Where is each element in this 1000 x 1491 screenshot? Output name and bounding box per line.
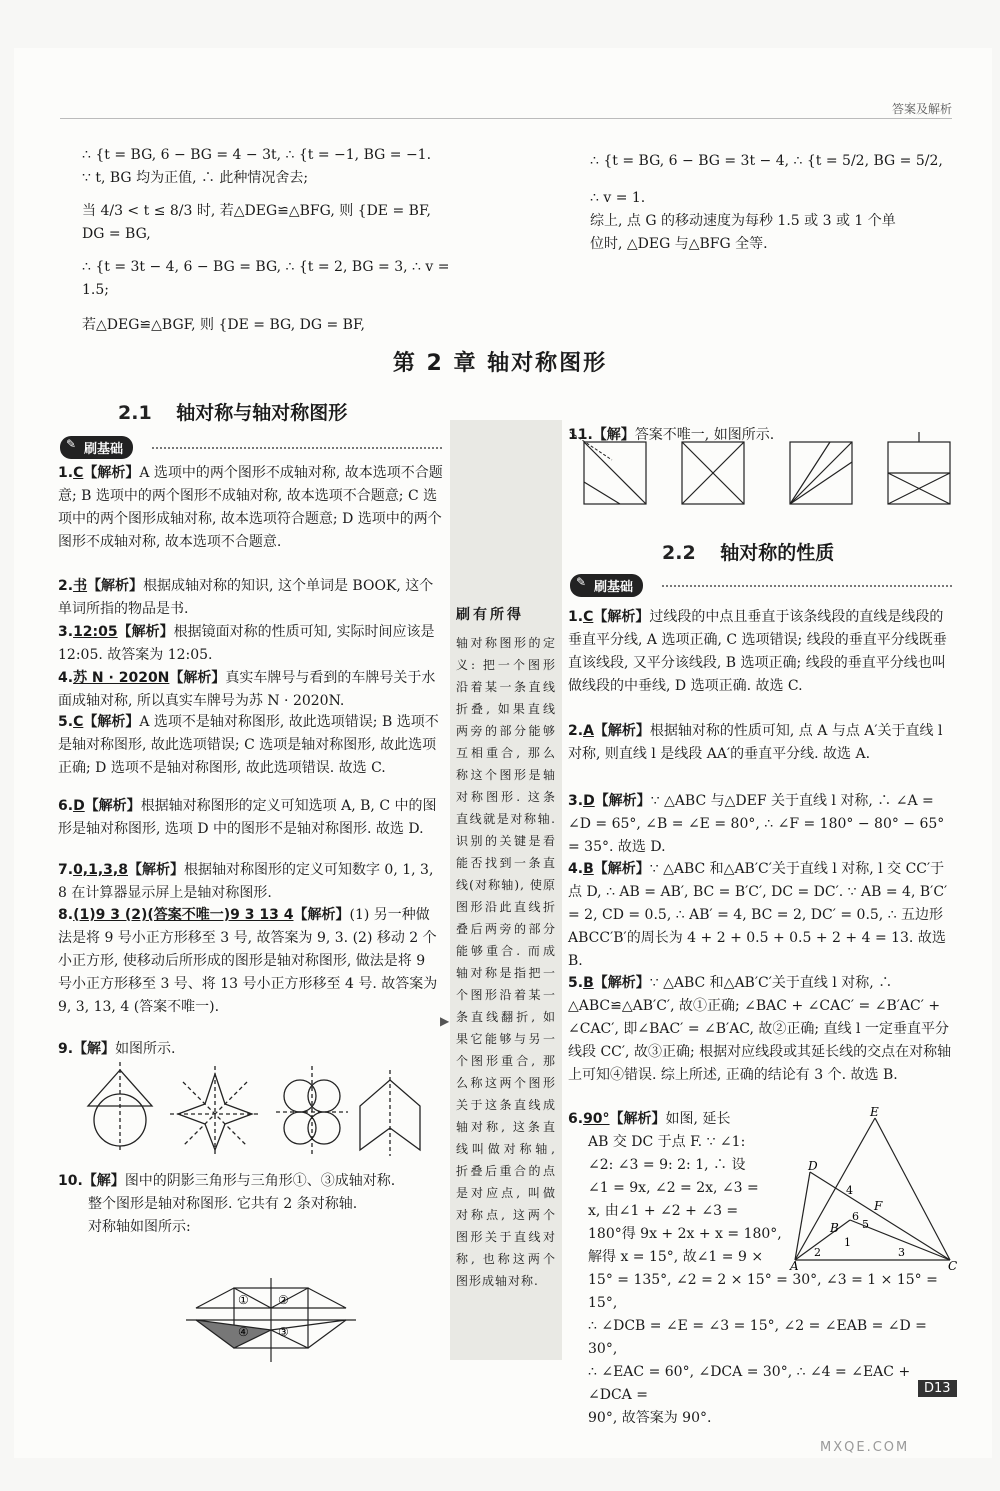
badge-rule: [152, 447, 442, 449]
question-number: 4.: [568, 861, 584, 877]
figure-label: E: [870, 1105, 879, 1119]
figure-label: C: [948, 1259, 958, 1273]
badge-rule: [662, 585, 952, 587]
analysis-tag: 【解析】: [83, 714, 140, 730]
answer-value: A: [583, 723, 594, 739]
answer-text: (1) 另一种做法是将 9 号小正方形移至 3 号, 故答案为 9, 3. (2) 移动 2 个小正方形, 使移动后所形成的图形是轴对称图形, 做法是将 9 号小正方形移至 3 号、将 13 号小正方形移至 4 号. 故答案为 9, 3, 13, 4 (答案不唯一).: [58, 907, 438, 1015]
analysis-tag: 【解】: [73, 1041, 116, 1057]
answer-text: ∵ △ABC 和△AB′C′关于直线 l 对称, l 交 CC′于点 D, ∴ AB = AB′, BC = B′C′, DC = DC′. ∵ AB = 4, B′C′ = 2, CD = 0.5, ∴ AB′ = 4, BC = 2, DC′ = 0.5, ∴ 五边形 ABCC′B′的周长为 4 + 2 + 0.5 + 0.5 + 2 + 4 = 13. 故选 B.: [568, 861, 948, 969]
top-right-line: ∴ {t = BG, 6 − BG = 3t − 4, ∴ {t = 5/2, BG = 5/2,: [590, 153, 943, 169]
top-right-line: 综上, 点 G 的移动速度为每秒 1.5 或 3 或 1 个单: [590, 213, 896, 229]
answer-value: C: [73, 714, 84, 730]
top-left-line: ∴ {t = 3t − 4, 6 − BG = BG, ∴ {t = 2, BG = 3, ∴ v = 1.5;: [82, 259, 450, 298]
answer-text: 过线段的中点且垂直于该条线段的直线是线段的垂直平分线, A 选项正确, C 选项错误; 线段的垂直平分线既垂直该线段, 又平分该线段, B 选项正确; 线段的垂直平分线也叫做线段的中垂线, D 选项正确. 故选 C.: [568, 609, 947, 694]
question-number: 3.: [568, 793, 584, 809]
badge-label: ✎ 刷基础: [60, 436, 133, 459]
answer-value: C: [583, 609, 594, 625]
item6-line: AB 交 DC 于点 F. ∵ ∠1:: [588, 1134, 746, 1150]
section-2-2-title: [662, 538, 834, 565]
section-name: 轴对称的性质: [720, 542, 835, 564]
answer-text: A 选项中的两个图形不成轴对称, 故本选项不合题意; B 选项中的两个图形不成轴对称, 故本选项不合题意; C 选项中的两个图形成轴对称, 故本选项符合题意; D 选项中的两个图形不成轴对称, 故本选项不合题意.: [58, 465, 443, 550]
figure-label: 3: [898, 1246, 905, 1259]
question-number: 6.: [568, 1111, 584, 1127]
analysis-tag: 【解析】: [127, 862, 184, 878]
question-number: 6.: [58, 798, 74, 814]
square-figure: [888, 432, 950, 504]
square-figure: [790, 442, 852, 504]
top-right-block: [590, 150, 960, 256]
answer-value: 书: [73, 578, 88, 594]
answer-item: [58, 667, 443, 713]
top-left-line: 若△DEG≌△BGF, 则 {DE = BG, DG = BF,: [82, 317, 365, 333]
answer-value: D: [583, 793, 595, 809]
sidebar-text: 轴对称图形的定义: 把一个图形沿着某一条直线折叠, 如果直线两旁的部分能够互相重合, 那么称这个图形是轴对称图形. 这条直线就是对称轴. 识别的关键是看能否找到一条直线(对称轴), 使原图形沿此直线折叠后两旁的部分能够重合. 而成轴对称是指把一个图形沿着某一条直线翻折, 如果它能够与另一个图形重合, 那么称这两个图形关于这条直线成轴对称, 这条直线叫做对称轴, 折叠后重合的点是对应点, 叫做对称点, 这两个图形关于直线对称, 也称这两个图形成轴对称.: [456, 636, 556, 1288]
answer-text: 答案不唯一, 如图所示.: [634, 427, 775, 443]
answer-item: [58, 1170, 443, 1239]
answer-text: 根据轴对称的性质可知, 点 A 与点 A′关于直线 l 对称, 则直线 l 是线段 AA′的垂直平分线. 故选 A.: [568, 723, 943, 762]
question-number: 10.: [58, 1173, 83, 1189]
item6-line: 180°得 9x + 2x + x = 180°,: [588, 1226, 782, 1242]
answer-text: ∵ △ABC 和△AB′C′关于直线 l 对称, ∴ △ABC≌△AB′C′, 故①正确; ∠BAC + ∠CAC′ = ∠B′AC′ + ∠CAC′, 即∠BAC′ = ∠B′AC, 故②正确; 直线 l 一定垂直平分线段 CC′, 故③正确; 根据对应线段或其延长线的交点在对称轴上可知④错误. 综上所述, 正确的结论有 3 个. 故选 B.: [568, 975, 952, 1083]
analysis-tag: 【解析】: [293, 907, 350, 923]
item6-line: 解得 x = 15°, 故∠1 = 9 ×: [588, 1249, 764, 1265]
analysis-tag: 【解析】: [594, 793, 651, 809]
question-number: 5.: [568, 975, 584, 991]
answer-item: [58, 904, 443, 1019]
top-left-line: ∵ t, BG 均为正值, ∴ 此种情况舍去;: [82, 170, 309, 186]
answer-text: 如图, 延长: [665, 1111, 731, 1127]
square-figure: [682, 442, 744, 504]
answer-text: 如图所示.: [115, 1041, 176, 1057]
answer-text: 根据镜面对称的性质可知, 实际时间应该是 12:05. 故答案为 12:05.: [58, 624, 435, 663]
question-number: 9.: [58, 1041, 74, 1057]
item10-line: 对称轴如图所示:: [88, 1219, 191, 1235]
answer-value: B: [583, 975, 594, 991]
figure-label: ④: [238, 1325, 249, 1339]
answer-value: (1)9 3 (2)(答案不唯一)9 3 13 4: [73, 907, 294, 923]
answer-item: [58, 1038, 443, 1061]
analysis-tag: 【解析】: [593, 975, 650, 991]
figure-label: ③: [278, 1325, 289, 1339]
item6-figure: [790, 1105, 960, 1273]
analysis-tag: 【解析】: [87, 578, 144, 594]
figure-label: 5: [862, 1218, 869, 1231]
answer-item: [58, 795, 443, 841]
page-number: D13: [918, 1380, 957, 1397]
item6-line: ∠2: ∠3 = 9: 2: 1, ∴ 设: [588, 1157, 746, 1173]
item11-figures: [570, 432, 950, 522]
question-number: 7.: [58, 862, 74, 878]
analysis-tag: 【解析】: [117, 624, 174, 640]
figure-label: B: [830, 1221, 839, 1235]
figure-label: 6: [852, 1210, 859, 1223]
answer-text: A 选项不是轴对称图形, 故此选项错误; B 选项不是轴对称图形, 故此选项错误; C 选项是轴对称图形, 故此选项正确; D 选项不是轴对称图形, 故此选项错误. 故选 C.: [58, 714, 439, 776]
item6-line: 90°, 故答案为 90°.: [588, 1410, 712, 1426]
analysis-tag: 【解析】: [83, 465, 140, 481]
item6-line: 15° = 135°, ∠2 = 2 × 15° = 30°, ∠3 = 1 × 15° = 15°,: [588, 1272, 938, 1311]
question-number: 1.: [568, 609, 584, 625]
figure-label: ②: [278, 1293, 289, 1307]
top-left-block: [82, 144, 452, 337]
figure-label: 1: [844, 1236, 851, 1249]
answer-item: [568, 858, 953, 973]
answer-text: 根据轴对称图形的定义可知选项 A, B, C 中的图形是轴对称图形, 选项 D 中的图形不是轴对称图形. 故选 D.: [58, 798, 437, 837]
arrow-icon: ▶: [440, 1014, 450, 1028]
item6-line: ∠1 = 9x, ∠2 = 2x, ∠3 =: [588, 1180, 759, 1196]
analysis-tag: 【解析】: [84, 798, 141, 814]
figure-circle-triangle: [88, 1062, 152, 1152]
chapter-title: 第 2 章 轴对称图形: [392, 351, 608, 376]
question-number: 4.: [58, 670, 74, 686]
figure-label: ①: [238, 1293, 249, 1307]
answer-value: D: [73, 798, 85, 814]
answer-text: 根据成轴对称的知识, 这个单词是 BOOK, 这个单词所指的物品是书.: [58, 578, 434, 617]
top-left-line: ∴ {t = BG, 6 − BG = 4 − 3t, ∴ {t = −1, BG = −1.: [82, 147, 432, 163]
answer-value: 苏 N · 2020N: [73, 670, 170, 686]
answer-item: [568, 790, 953, 859]
answer-item: [58, 621, 443, 667]
figure-house: [360, 1070, 420, 1156]
figure-label: 4: [846, 1184, 853, 1197]
question-number: 1.: [58, 465, 74, 481]
answer-text: 真实车牌号与看到的车牌号关于水面成轴对称, 所以真实车牌号为苏 N · 2020N.: [58, 670, 436, 709]
figure-label: D: [808, 1159, 818, 1173]
question-number: 2.: [58, 578, 74, 594]
analysis-tag: 【解析】: [169, 670, 226, 686]
item6-line: ∴ ∠EAC = 60°, ∠DCA = 30°, ∴ ∠4 = ∠EAC + ∠DCA =: [588, 1364, 911, 1403]
question-number: 2.: [568, 723, 584, 739]
answer-item: [58, 575, 443, 621]
top-right-line: 位时, △DEG 与△BFG 全等.: [590, 236, 768, 252]
section-name: 轴对称与轴对称图形: [176, 402, 348, 424]
sidebar-title: 刷有所得: [456, 607, 524, 623]
analysis-tag: 【解析】: [609, 1111, 666, 1127]
answer-value: 90°: [583, 1111, 610, 1127]
answer-item: [568, 720, 953, 766]
analysis-tag: 【解析】: [593, 723, 650, 739]
figure-star: [170, 1066, 260, 1156]
question-number: 8.: [58, 907, 74, 923]
answer-text: 图中的阴影三角形与三角形①、③成轴对称.: [124, 1173, 396, 1189]
watermark: MXQE.COM: [820, 1440, 910, 1455]
question-number: 11.: [568, 427, 593, 443]
answer-item: [568, 606, 953, 698]
question-number: 3.: [58, 624, 74, 640]
answer-value: 12:05: [73, 624, 118, 640]
practice-badge: [570, 574, 643, 596]
section-number: 2.2: [662, 542, 696, 564]
answer-text: ∵ △ABC 与△DEF 关于直线 l 对称, ∴ ∠A = ∠D = 65°, ∠B = ∠E = 80°, ∴ ∠F = 180° − 80° − 65° = 35°. 故选 D.: [568, 793, 945, 855]
figure-label: 2: [814, 1246, 821, 1259]
analysis-tag: 【解析】: [593, 609, 650, 625]
section-number: 2.1: [118, 402, 152, 424]
analysis-tag: 【解】: [592, 427, 635, 443]
answer-item: [58, 462, 443, 554]
top-left-line: 当 4/3 < t ≤ 8/3 时, 若△DEG≌△BFG, 则 {DE = BF, DG = BG,: [82, 203, 431, 242]
section-2-1-title: [118, 398, 347, 425]
answer-value: C: [73, 465, 84, 481]
figure-circles: [276, 1066, 348, 1156]
item10-figure: [186, 1278, 356, 1362]
figure-label: F: [874, 1199, 883, 1213]
figure-label: A: [790, 1259, 799, 1273]
practice-badge: [60, 436, 133, 458]
analysis-tag: 【解析】: [593, 861, 650, 877]
item6-line: x, 由∠1 + ∠2 + ∠3 =: [588, 1203, 739, 1219]
badge-label: ✎ 刷基础: [570, 574, 643, 597]
answer-value: B: [583, 861, 594, 877]
question-number: 5.: [58, 714, 74, 730]
answer-item: [58, 711, 443, 780]
analysis-tag: 【解】: [82, 1173, 125, 1189]
item9-figures: [80, 1066, 450, 1156]
item10-line: 整个图形是轴对称图形. 它共有 2 条对称轴.: [88, 1196, 358, 1212]
square-figure: [584, 442, 646, 504]
header-label: 答案及解析: [891, 102, 952, 116]
top-right-line: ∴ v = 1.: [590, 190, 646, 206]
answer-value: 0,1,3,8: [73, 862, 128, 878]
header-rule: [60, 118, 952, 119]
answer-text: 根据轴对称图形的定义可知数字 0, 1, 3, 8 在计算器显示屏上是轴对称图形.: [58, 862, 434, 901]
answer-item: [568, 972, 953, 1087]
item6-line: ∴ ∠DCB = ∠E = ∠3 = 15°, ∠2 = ∠EAB = ∠D = 30°,: [588, 1318, 927, 1357]
answer-item: [58, 859, 443, 905]
